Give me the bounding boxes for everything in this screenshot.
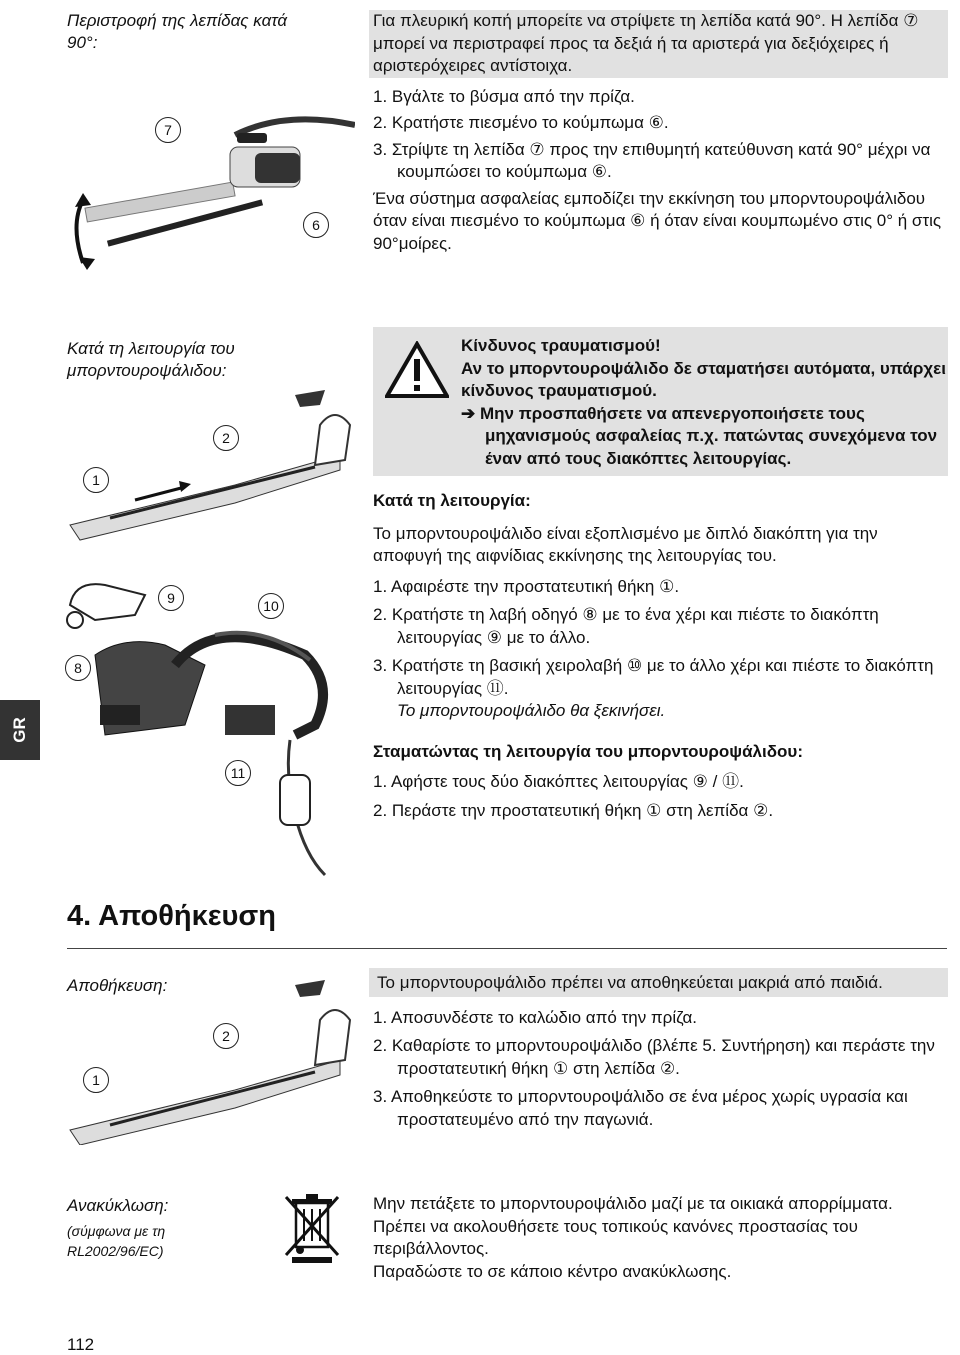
recycling-directive-line1: (σύμφωνα με τη	[67, 1223, 166, 1239]
recycling-text-2: Παραδώστε το σε κάποιο κέντρο ανακύκλωσης.	[373, 1261, 732, 1281]
label-lock-6: 6	[303, 212, 329, 238]
rotate-step-2: 2. Κρατήστε πιεσμένο το κούμπωμα ⑥.	[373, 113, 669, 132]
label-switch-11: 11	[225, 760, 251, 786]
figure-remove-sheath	[65, 385, 355, 555]
during-text: Το μπορντουροψάλιδο είναι εξοπλισμένο με διπλό διακόπτη για την αποφυγή της αιφνίδιας εκκίνησης της λειτουργίας του.	[373, 523, 878, 565]
rotate-step-1: 1. Βγάλτε το βύσμα από την πρίζα.	[373, 86, 635, 106]
rotate-intro: Για πλευρική κοπή μπορείτε να στρίψετε τη λεπίδα κατά 90°. Η λεπίδα ⑦ μπορεί να περιστραφεί προς τα δεξιά ή τα αριστερά για δεξιόχειρες ή αριστερόχειρες αντίστοιχα.	[373, 11, 919, 75]
section-rotate-text	[373, 10, 948, 255]
heading-rule	[67, 948, 947, 949]
rotate-step-3: 3. Στρίψτε τη λεπίδα ⑦ προς την επιθυμητή κατεύθυνση κατά 90° μέχρι να κουμπώσει το κούμπωμα ⑥.	[373, 139, 931, 181]
storage-illustration	[65, 975, 355, 1145]
section-recycling	[67, 1195, 267, 1261]
operation-result: Το μπορντουροψάλιδο θα ξεκινήσει.	[397, 701, 666, 720]
operation-step-2: 2. Κρατήστε τη λαβή οδηγό ⑧ με το ένα χέρι και πιέστε το διακόπτη λειτουργίας ⑨ με το άλλο.	[373, 605, 879, 647]
stop-step-1: 1. Αφήστε τους δύο διακόπτες λειτουργίας ⑨ / ⑪.	[373, 772, 744, 791]
hedge-trimmer-rotate-illustration	[65, 105, 355, 280]
label-handle-10: 10	[258, 593, 284, 619]
operation-step-1: 1. Αφαιρέστε την προστατευτική θήκη ①.	[373, 576, 680, 596]
weee-bin-icon	[282, 1193, 342, 1265]
label-sheath-1: 1	[83, 467, 109, 493]
language-tab: GR	[0, 700, 40, 760]
figure-rotate-blade	[65, 105, 355, 280]
stop-step-2: 2. Περάστε την προστατευτική θήκη ① στη λεπίδα ②.	[373, 800, 774, 820]
section-recycling-text	[373, 1193, 948, 1283]
section-rotate-title: Περιστροφή της λεπίδας κατά 90°:	[67, 11, 288, 52]
stop-title: Σταματώντας τη λειτουργία του μπορντουροψάλιδου:	[373, 741, 803, 761]
label-blade-2: 2	[213, 425, 239, 451]
label-blade-7: 7	[155, 117, 181, 143]
recycling-text: Μην πετάξετε το μπορντουροψάλιδο μαζί με τα οικιακά απορρίμματα. Πρέπει να ακολουθήσετε τους τοπικούς κανόνες προστασίας του περιβάλλοντος.	[373, 1194, 893, 1258]
handles-illustration	[65, 575, 355, 885]
during-title: Κατά τη λειτουργία:	[373, 491, 531, 510]
label-blade-2-storage: 2	[213, 1023, 239, 1049]
recycling-directive-line2: RL2002/96/EC)	[67, 1243, 164, 1259]
warning-icon	[373, 335, 461, 470]
chapter-heading: 4. Αποθήκευση	[67, 900, 276, 932]
label-switch-9: 9	[158, 585, 184, 611]
warning-box	[373, 327, 948, 476]
storage-step-3: 3. Αποθηκεύστε το μπορντουροψάλιδο σε ένα μέρος χωρίς υγρασία και προστατευμένο από την παγωνιά.	[373, 1087, 908, 1129]
storage-step-1: 1. Αποσυνδέστε το καλώδιο από την πρίζα.	[373, 1007, 698, 1027]
warning-title: Κίνδυνος τραυματισμού!	[461, 336, 661, 355]
page-number: 112	[67, 1335, 95, 1354]
operation-step-3: 3. Κρατήστε τη βασική χειρολαβή ⑩ με το άλλο χέρι και πιέστε το διακόπτη λειτουργίας ⑪.	[373, 656, 934, 698]
label-guide-handle-8: 8	[65, 655, 91, 681]
figure-handles-switches	[65, 575, 355, 885]
section-storage-text	[373, 968, 948, 1131]
warning-action: ➔ Μην προσπαθήσετε να απενεργοποιήσετε τους μηχανισμούς ασφαλείας π.χ. πατώντας συνεχόμενα τον έναν από τους διακόπτες λειτουργίας.	[461, 403, 938, 468]
section-operation-text	[373, 327, 948, 822]
recycling-title: Ανακύκλωση:	[67, 1196, 169, 1215]
label-sheath-1-storage: 1	[83, 1067, 109, 1093]
storage-intro: Το μπορντουροψάλιδο πρέπει να αποθηκεύεται μακριά από παιδιά.	[377, 973, 883, 992]
figure-storage	[65, 975, 355, 1145]
section-operation-title: Κατά τη λειτουργία του μπορντουροψάλιδου:	[67, 339, 235, 380]
sheath-removal-illustration	[65, 385, 355, 555]
rotate-note: Ένα σύστημα ασφαλείας εμποδίζει την εκκίνηση του μπορντουροψάλιδου όταν είναι πιεσμένο το κούμπωμα ⑥ ή όταν είναι κουμπωμένο στις 0° ή στις 90°μοίρες.	[373, 188, 942, 253]
storage-step-2: 2. Καθαρίστε το μπορντουροψάλιδο (βλέπε 5. Συντήρηση) και περάστε την προστατευτική θήκη ① στη λεπίδα ②.	[373, 1036, 935, 1078]
section-storage-title: Αποθήκευση:	[67, 976, 168, 995]
warning-text: Αν το μπορντουροψάλιδο δε σταματήσει αυτόματα, υπάρχει κίνδυνος τραυματισμού.	[461, 358, 946, 400]
